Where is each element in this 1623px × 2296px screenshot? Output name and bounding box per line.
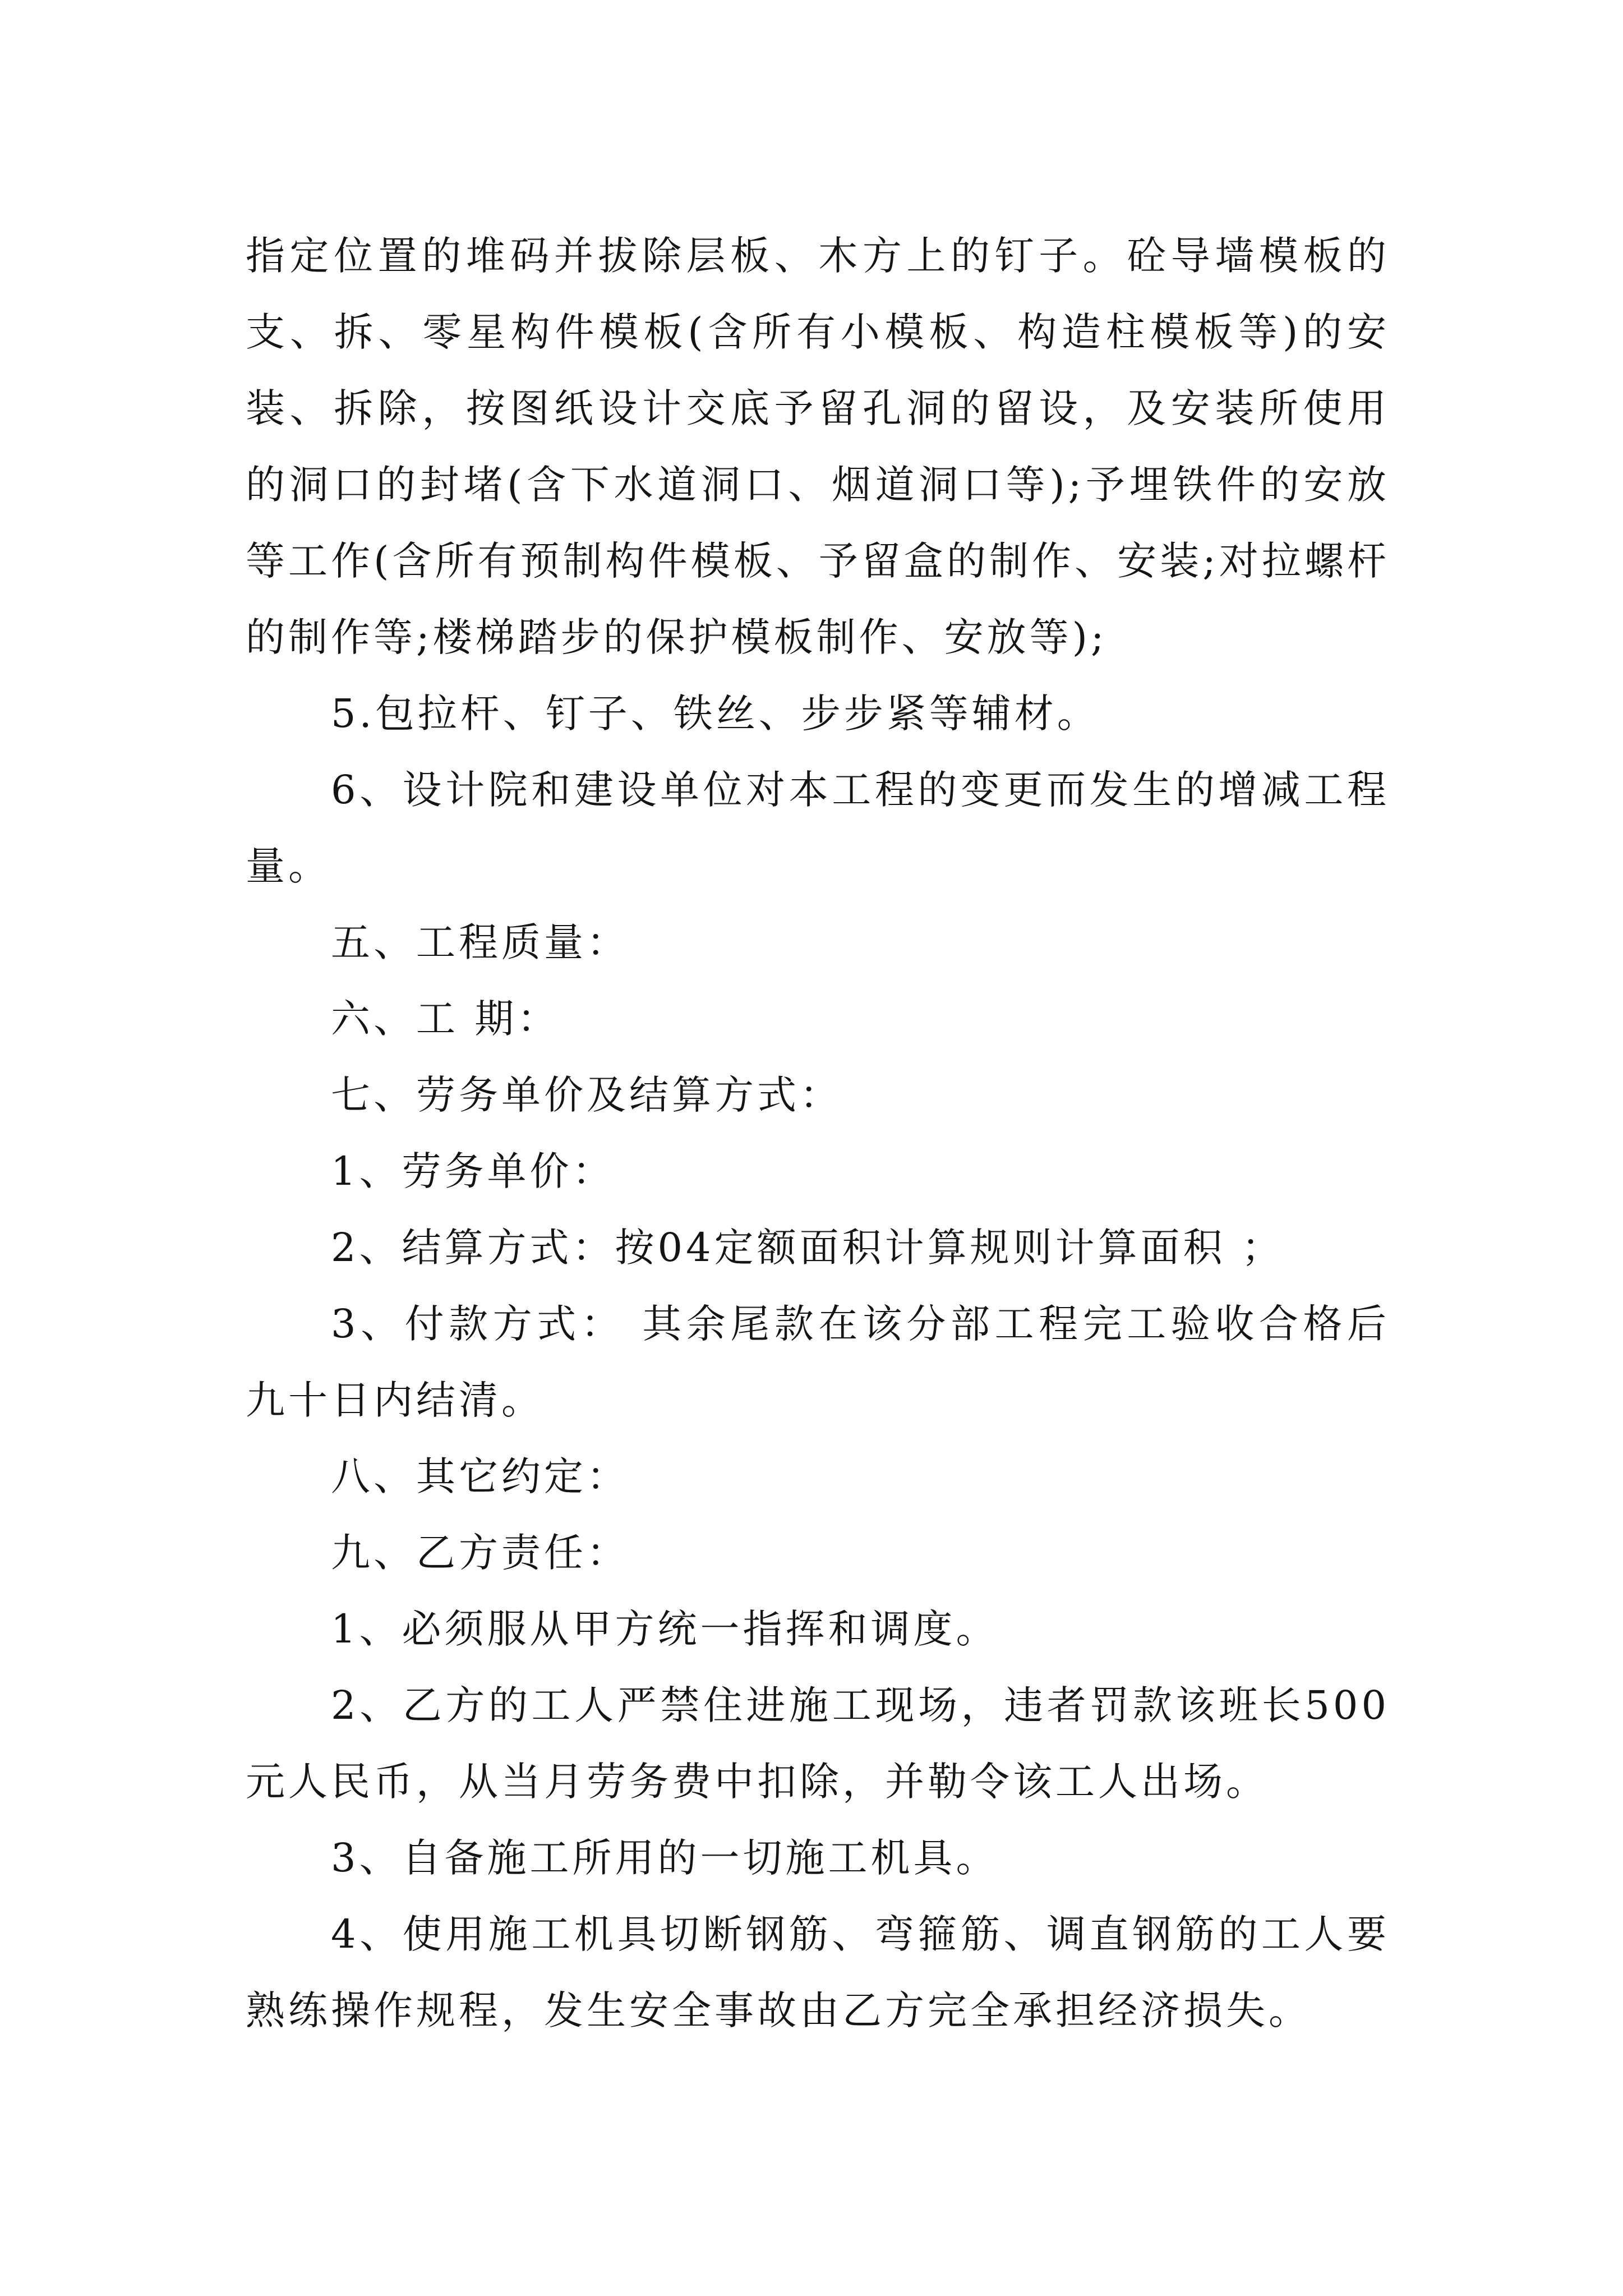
document-body	[246, 218, 1390, 2049]
section-heading-other-terms: 八、其它约定：	[331, 1453, 629, 1499]
paragraph-item-6: 6、设计院和建设单位对本工程的变更而发生的增减工程量。	[246, 767, 1390, 889]
paragraph-payment-method: 3、付款方式： 其余尾款在该分部工程完工验收合格后九十日内结清。	[246, 1301, 1390, 1423]
paragraph-settlement-method: 2、结算方式：按04定额面积计算规则计算面积 ；	[331, 1225, 1284, 1271]
paragraph-continued: 指定位置的堆码并拔除层板、木方上的钉子。砼导墙模板的支、拆、零星构件模板(含所有小模板、构造柱模板等)的安装、拆除，按图纸设计交底予留孔洞的留设，及安装所使用的洞口的封堵(含下水道洞口、烟道洞口等);予埋铁件的安放等工作(含所有预制构件模板、予留盒的制作、安装;对拉螺杆的制作等;楼梯踏步的保护模板制作、安放等);	[246, 233, 1390, 660]
paragraph-duty-1: 1、必须服从甲方统一指挥和调度。	[331, 1606, 999, 1652]
paragraph-item-5: 5.包拉杆、钉子、铁丝、步步紧等辅材。	[331, 691, 1100, 737]
paragraph-duty-2: 2、乙方的工人严禁住进施工现场，违者罚款该班长500元人民币，从当月劳务费中扣除，并勒令该工人出场。	[246, 1682, 1390, 1805]
paragraph-unit-price: 1、劳务单价：	[331, 1148, 615, 1194]
section-heading-party-b-duties: 九、乙方责任：	[331, 1530, 629, 1576]
paragraph-duty-4: 4、使用施工机具切断钢筋、弯箍筋、调直钢筋的工人要熟练操作规程，发生安全事故由乙方完全承担经济损失。	[246, 1911, 1390, 2033]
section-heading-quality: 五、工程质量：	[331, 919, 629, 965]
paragraph-duty-3: 3、自备施工所用的一切施工机具。	[331, 1835, 999, 1881]
section-heading-pricing: 七、劳务单价及结算方式：	[331, 1072, 842, 1118]
section-heading-schedule: 六、工 期：	[331, 996, 560, 1042]
